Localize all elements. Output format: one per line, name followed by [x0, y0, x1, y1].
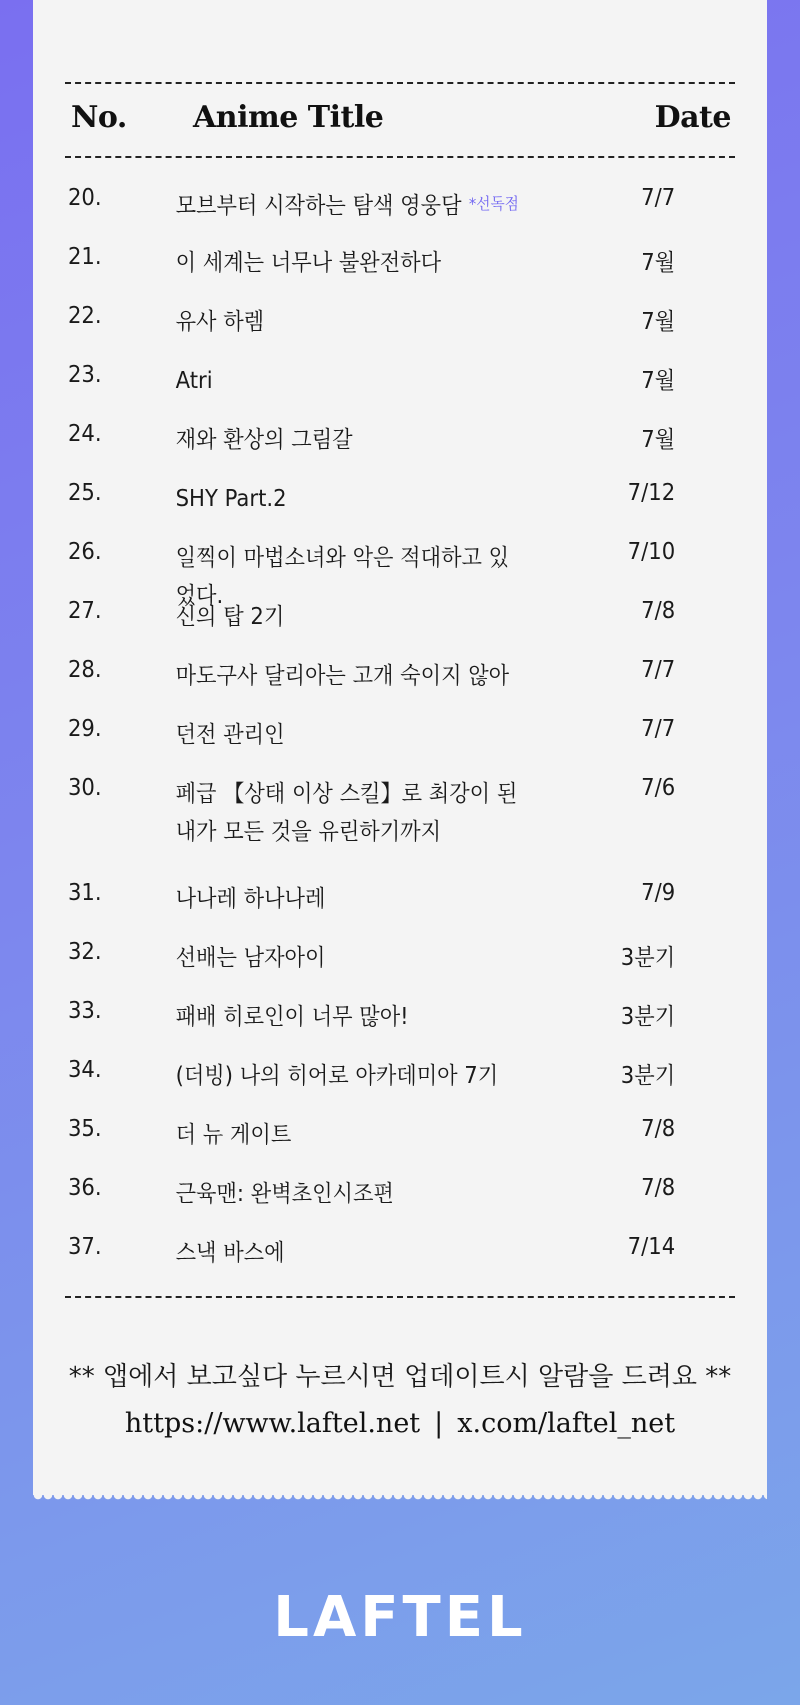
item-title-text: 근육맨: 완벽초인시조편 [175, 1181, 394, 1207]
item-title-text: 마도구사 달리아는 고개 숙이지 않아 [175, 663, 510, 689]
item-date: 7월 [641, 250, 676, 276]
website-link[interactable]: https://www.laftel.net [124, 1408, 421, 1439]
list-item [33, 998, 708, 1056]
item-title [176, 939, 526, 977]
list-item [33, 185, 708, 243]
item-number: 23. [67, 362, 102, 388]
list-item [33, 880, 708, 938]
item-title-text: 모브부터 시작하는 탐색 영웅담 [175, 193, 462, 219]
list-item [33, 1175, 708, 1233]
item-date: 3분기 [620, 945, 676, 971]
list-item [33, 303, 708, 361]
item-title-text: 재와 환상의 그림갈 [175, 427, 353, 453]
list-item [33, 362, 708, 420]
item-title [176, 657, 526, 695]
item-title [176, 598, 526, 636]
item-title [176, 480, 526, 518]
list-item [33, 939, 708, 997]
item-title-text: 이 세계는 너무나 불완전하다 [175, 250, 442, 276]
item-number: 33. [67, 998, 102, 1024]
item-title [176, 1057, 526, 1095]
item-title [176, 1175, 526, 1213]
item-number: 25. [67, 480, 102, 506]
list-item [33, 421, 708, 479]
item-title-text: 신의 탑 2기 [175, 604, 285, 630]
item-title-text: 선배는 남자아이 [175, 945, 326, 971]
item-date: 7월 [641, 427, 676, 453]
link-separator: | [434, 1408, 444, 1439]
footer-note: ** 앱에서 보고싶다 누르시면 업데이트시 알람을 드려요 ** [68, 1362, 732, 1392]
header-date: Date [654, 100, 731, 135]
item-title [176, 716, 526, 754]
item-title-text: 나나레 하나나레 [175, 886, 326, 912]
header-title: Anime Title [193, 100, 384, 135]
receipt-card [33, 0, 767, 1495]
item-date: 7월 [641, 368, 676, 394]
item-title [176, 880, 526, 918]
bottom-divider [65, 1296, 735, 1298]
item-title [176, 303, 526, 341]
item-number: 35. [67, 1116, 102, 1142]
item-title-text: 일찍이 마법소녀와 악은 적대하고 있었다. [175, 545, 510, 609]
item-date: 7/6 [641, 775, 676, 801]
item-date: 7월 [641, 309, 676, 335]
item-number: 36. [67, 1175, 102, 1201]
item-title [176, 1234, 526, 1272]
list-item [33, 1234, 708, 1292]
list-item [33, 657, 708, 715]
item-date: 7/12 [627, 480, 676, 506]
exclusive-tag: *선독점 [468, 194, 519, 213]
list-item [33, 716, 708, 774]
item-number: 28. [67, 657, 102, 683]
item-number: 24. [67, 421, 102, 447]
item-title-text: 유사 하렘 [175, 309, 265, 335]
footer-links [33, 1408, 767, 1439]
item-number: 22. [67, 303, 102, 329]
item-date: 7/9 [641, 880, 676, 906]
item-number: 32. [67, 939, 102, 965]
item-date: 7/7 [641, 716, 676, 742]
item-number: 27. [67, 598, 102, 624]
item-title-text: SHY Part.2 [175, 486, 287, 512]
list-item [33, 539, 708, 609]
item-title-text: (더빙) 나의 히어로 아카데미아 7기 [175, 1063, 499, 1089]
list-item [33, 1116, 708, 1174]
item-title-text: 패배 히로인이 너무 많아! [175, 1004, 409, 1030]
item-date: 7/8 [641, 1175, 676, 1201]
item-title [176, 998, 526, 1036]
item-number: 26. [67, 539, 102, 565]
item-date: 7/7 [641, 185, 676, 211]
laftel-logo: LAFTEL [273, 1585, 527, 1650]
item-title [176, 421, 526, 459]
item-title [176, 1116, 526, 1154]
list-item [33, 598, 708, 656]
list-item [33, 480, 708, 538]
list-item [33, 775, 708, 845]
item-date: 3분기 [620, 1004, 676, 1030]
item-date: 7/10 [627, 539, 676, 565]
top-divider [65, 82, 735, 84]
item-title [176, 244, 526, 282]
item-title-text: 스낵 바스에 [175, 1240, 285, 1266]
item-number: 31. [67, 880, 102, 906]
header-no: No. [71, 100, 127, 135]
list-item [33, 244, 708, 302]
item-date: 7/8 [641, 1116, 676, 1142]
item-number: 37. [67, 1234, 102, 1260]
item-title [176, 185, 526, 225]
item-date: 3분기 [620, 1063, 676, 1089]
item-date: 7/8 [641, 598, 676, 624]
item-number: 20. [67, 185, 102, 211]
list-item [33, 1057, 708, 1115]
item-number: 34. [67, 1057, 102, 1083]
item-title-text: Atri [175, 368, 213, 394]
item-number: 29. [67, 716, 102, 742]
item-title [176, 775, 526, 851]
item-title-text: 페급 【상태 이상 스킬】로 최강이 된 내가 모든 것을 유린하기까지 [175, 781, 518, 845]
item-title-text: 던전 관리인 [175, 722, 285, 748]
item-date: 7/7 [641, 657, 676, 683]
x-link[interactable]: x.com/laftel_net [457, 1408, 676, 1439]
item-number: 21. [67, 244, 102, 270]
item-date: 7/14 [627, 1234, 676, 1260]
item-title [176, 362, 526, 400]
item-number: 30. [67, 775, 102, 801]
header-divider [65, 156, 735, 158]
item-title-text: 더 뉴 게이트 [175, 1122, 292, 1148]
